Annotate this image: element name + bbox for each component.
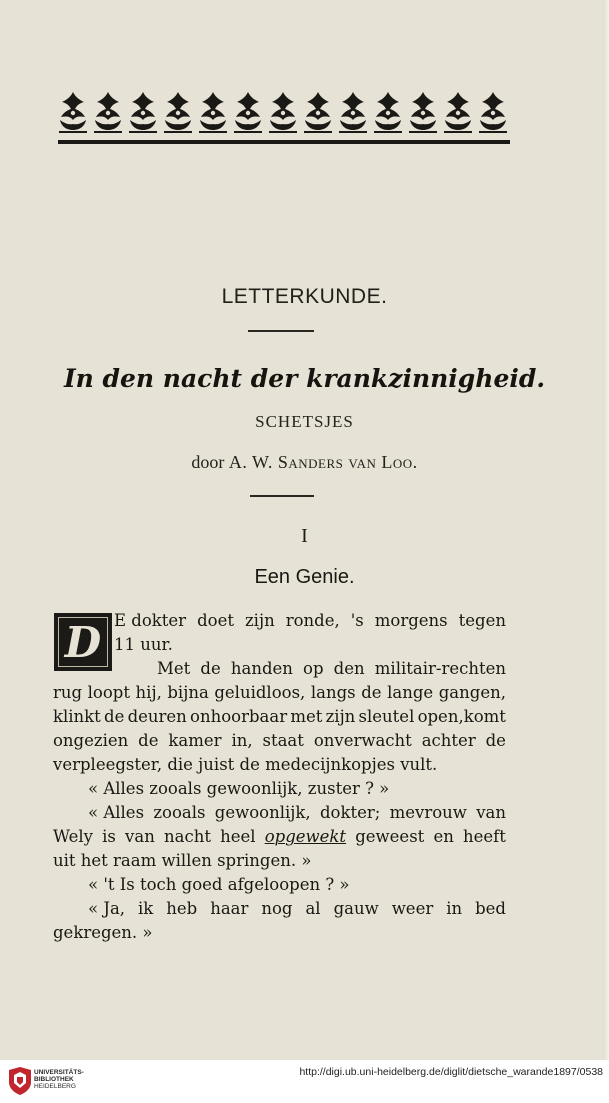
word: sleutel (358, 707, 415, 726)
word: E dokter (114, 611, 187, 630)
word: « Alles (88, 803, 145, 822)
body-line-1 (114, 609, 506, 633)
ornament-rule (58, 140, 510, 144)
body-line-2: 11 uur. (114, 635, 173, 654)
byline (0, 452, 609, 473)
word: ik (138, 899, 154, 918)
word: de (138, 731, 159, 750)
word: loopt (87, 683, 130, 702)
word: morgens (374, 611, 448, 630)
word: den (333, 659, 365, 678)
word: zijn (244, 611, 275, 630)
university-name (34, 1069, 84, 1090)
word: kamer (168, 731, 222, 750)
body-line-3 (157, 657, 506, 681)
word: gewoonlijk, (214, 803, 311, 822)
word: de (485, 731, 506, 750)
word: langs (310, 683, 356, 702)
word: van (125, 827, 155, 846)
word: nog (261, 899, 293, 918)
word: weer (391, 899, 434, 918)
word: Met (157, 659, 191, 678)
university-line-2: BIBLIOTHEK (34, 1076, 74, 1083)
section-title: LETTERKUNDE. (221, 285, 388, 308)
body-line-13 (88, 897, 506, 921)
chapter-title: Een Genie. (254, 566, 355, 588)
body-line-4 (53, 681, 506, 705)
divider-rule (248, 330, 314, 332)
word: Wely (53, 827, 93, 846)
word: bed (475, 899, 506, 918)
word: op (303, 659, 324, 678)
chapter-number: I (301, 525, 308, 547)
word: tegen (458, 611, 506, 630)
word: zijn (325, 707, 356, 726)
body-line-5 (53, 705, 506, 729)
word: militair-rechten (374, 659, 506, 678)
word: heel (220, 827, 256, 846)
word: staat (262, 731, 304, 750)
dropcap-letter: D (58, 617, 108, 667)
divider-rule-2 (250, 495, 314, 497)
word: de (361, 683, 382, 702)
body-line-7: verpleegster, die juist de medecijnkopjes vult. (53, 755, 438, 774)
subtitle: SCHETSJES (255, 412, 354, 431)
word: rug (53, 683, 83, 702)
word: mevrouw (389, 803, 467, 822)
word: achter (421, 731, 476, 750)
word: en (433, 827, 454, 846)
source-url-link[interactable]: http://digi.ub.uni-heidelberg.de/diglit/dietsche_warande1897/0538 (299, 1066, 603, 1078)
body-line-8: « Alles zooals gewoonlijk, zuster ? » (88, 779, 390, 798)
word: hij, (135, 683, 162, 702)
word: onhoorbaar (190, 707, 288, 726)
word: is (102, 827, 116, 846)
university-seal-icon (6, 1066, 34, 1096)
body-line-10 (53, 825, 506, 849)
word: bijna (167, 683, 209, 702)
word: al (305, 899, 321, 918)
word: onverwacht (313, 731, 412, 750)
word: zooals (153, 803, 206, 822)
word: van (476, 803, 506, 822)
body-line-12: « 't Is toch goed afgeloopen ? » (88, 875, 350, 894)
word: klinkt (53, 707, 101, 726)
main-title: In den nacht der krankzinnigheid. (63, 364, 546, 393)
word: deuren (127, 707, 187, 726)
word: handen (230, 659, 293, 678)
ornament-band-icon (58, 88, 510, 134)
word: gauw (333, 899, 379, 918)
word: ronde, (285, 611, 340, 630)
word: geluidloos, (214, 683, 306, 702)
word: gangen, (438, 683, 506, 702)
word: haar (210, 899, 249, 918)
byline-author: A. W. Sanders van Loo. (228, 452, 418, 472)
word: heeft (463, 827, 506, 846)
university-line-1: UNIVERSITÄTS- (34, 1069, 84, 1076)
word: « Ja, (88, 899, 126, 918)
body-line-14: gekregen. » (53, 923, 153, 942)
body-line-11: uit het raam willen springen. » (53, 851, 312, 870)
word: met (290, 707, 323, 726)
word: nacht (164, 827, 211, 846)
word: ongezien (53, 731, 129, 750)
word: heb (166, 899, 198, 918)
word: in (446, 899, 463, 918)
emphasized-word: opgewekt (264, 827, 347, 846)
word: in, (231, 731, 253, 750)
word: 's (350, 611, 364, 630)
word: de (104, 707, 125, 726)
word: geweest (355, 827, 425, 846)
university-line-3: HEIDELBERG (34, 1083, 76, 1090)
word: doet (197, 611, 234, 630)
byline-prefix: door (191, 452, 225, 472)
word: open,komt (417, 707, 506, 726)
word: dokter; (319, 803, 381, 822)
word: de (200, 659, 221, 678)
word: lange (387, 683, 434, 702)
dropcap-initial (54, 613, 112, 671)
body-line-6 (53, 729, 506, 753)
body-line-9 (88, 801, 506, 825)
